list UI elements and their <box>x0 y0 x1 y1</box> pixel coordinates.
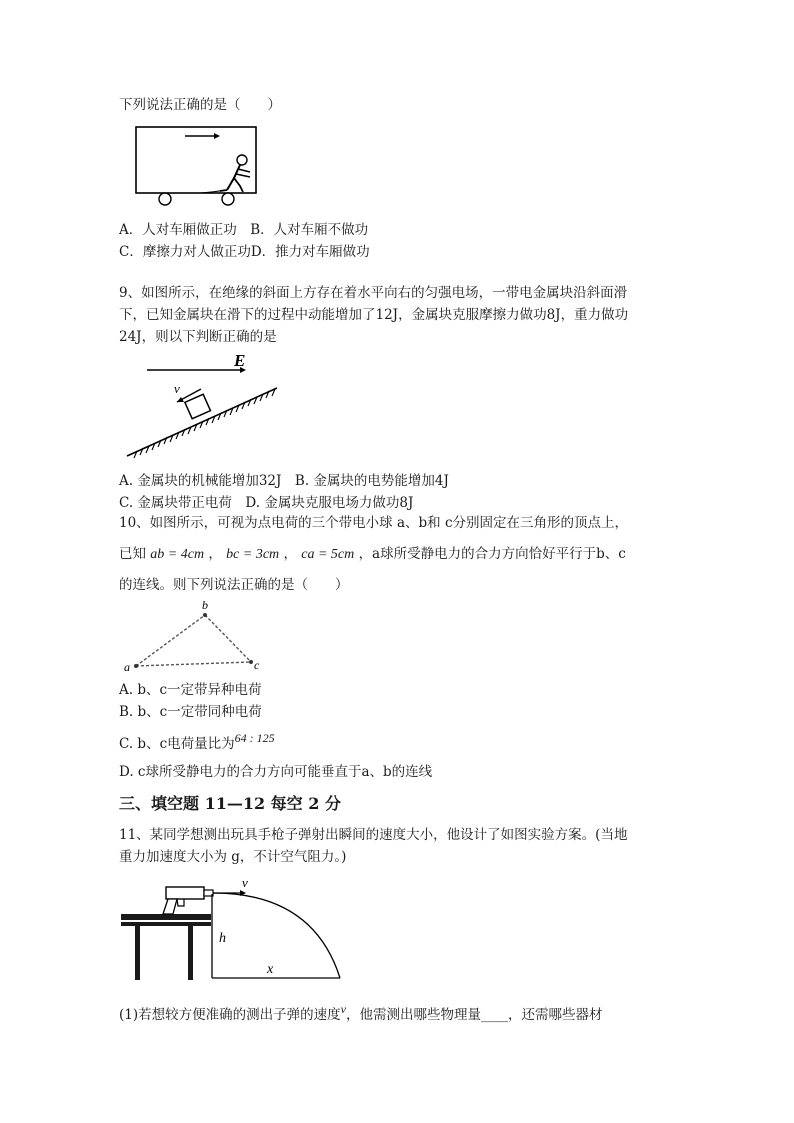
q10-sep1: ， <box>208 546 222 562</box>
q10-option-c-text: C. b、c电荷量比为 <box>119 736 235 752</box>
q10-option-c-ratio: 64 : 125 <box>234 731 275 745</box>
q11-label-h: h <box>219 931 226 946</box>
q10-label-a: a <box>124 660 130 674</box>
section-three-title: 三、填空题 11—12 每空 2 分 <box>119 794 341 813</box>
q10-option-c <box>119 731 275 753</box>
q10-line3: 的连线。则下列说法正确的是（ ） <box>119 577 349 593</box>
q8-options-cd: C．摩擦力对人做正功D．推力对车厢做功 <box>119 244 370 260</box>
q10-ab-length: ab = 4cm <box>150 547 205 562</box>
q10-label-b: b <box>202 598 208 612</box>
q11-label-x: x <box>267 962 274 977</box>
q11-sub1-suffix: ，他需测出哪些物理量____，还需哪些器材 <box>345 1007 603 1023</box>
q10-ca-length: ca = 5cm <box>301 547 355 562</box>
q9-line1: 9、如图所示，在绝缘的斜面上方存在着水平向右的匀强电场，一带电金属块沿斜面滑 <box>119 285 628 301</box>
q9-options-ab: A. 金属块的机械能增加32J B. 金属块的电势能增加4J <box>119 473 449 489</box>
q11-sub1-var: v <box>340 1002 346 1016</box>
q9-options-cd: C. 金属块带正电荷 D. 金属块克服电场力做功8J <box>119 495 414 511</box>
q11-sub1-prefix: (1)若想较方便准确的测出子弹的速度 <box>119 1007 341 1023</box>
q8-stem: 下列说法正确的是（ ） <box>119 97 281 113</box>
q11-line1: 11、某同学想测出玩具手枪子弹射出瞬间的速度大小，他设计了如图实验方案。(当地 <box>119 827 628 843</box>
q10-label-c: c <box>254 658 260 672</box>
q10-given-suffix: ，a球所受静电力的合力方向恰好平行于b、c <box>358 546 626 562</box>
q9-label-e: E <box>234 351 246 370</box>
q10-option-d: D. c球所受静电力的合力方向可能垂直于a、b的连线 <box>119 764 433 780</box>
q10-line1: 10、如图所示，可视为点电荷的三个带电小球 a、b和 c分别固定在三角形的顶点上， <box>119 515 629 531</box>
q10-sep2: ， <box>283 546 297 562</box>
q9-line2: 下，已知金属块在滑下的过程中动能增加了12J，金属块克服摩擦力做功8J，重力做功 <box>119 307 629 323</box>
q8-figure-cart <box>130 122 265 208</box>
q9-label-v: v <box>174 381 180 396</box>
q11-sub1 <box>119 1002 603 1024</box>
q10-bc-length: bc = 3cm <box>226 547 280 562</box>
q11-label-v: v <box>242 875 248 890</box>
q10-option-a: A. b、c一定带异种电荷 <box>119 682 262 698</box>
q9-line3: 24J，则以下判断正确的是 <box>119 329 277 345</box>
q10-figure-triangle <box>118 598 268 674</box>
q9-figure-incline <box>115 348 285 466</box>
q10-line2 <box>119 545 626 564</box>
q8-options-ab: A．人对车厢做正功 B．人对车厢不做功 <box>119 222 369 238</box>
q10-given-prefix: 已知 <box>119 546 146 562</box>
q10-option-b: B. b、c一定带同种电荷 <box>119 704 262 720</box>
q11-figure-projectile <box>118 872 350 984</box>
q11-line2: 重力加速度大小为 g，不计空气阻力。) <box>119 849 347 865</box>
